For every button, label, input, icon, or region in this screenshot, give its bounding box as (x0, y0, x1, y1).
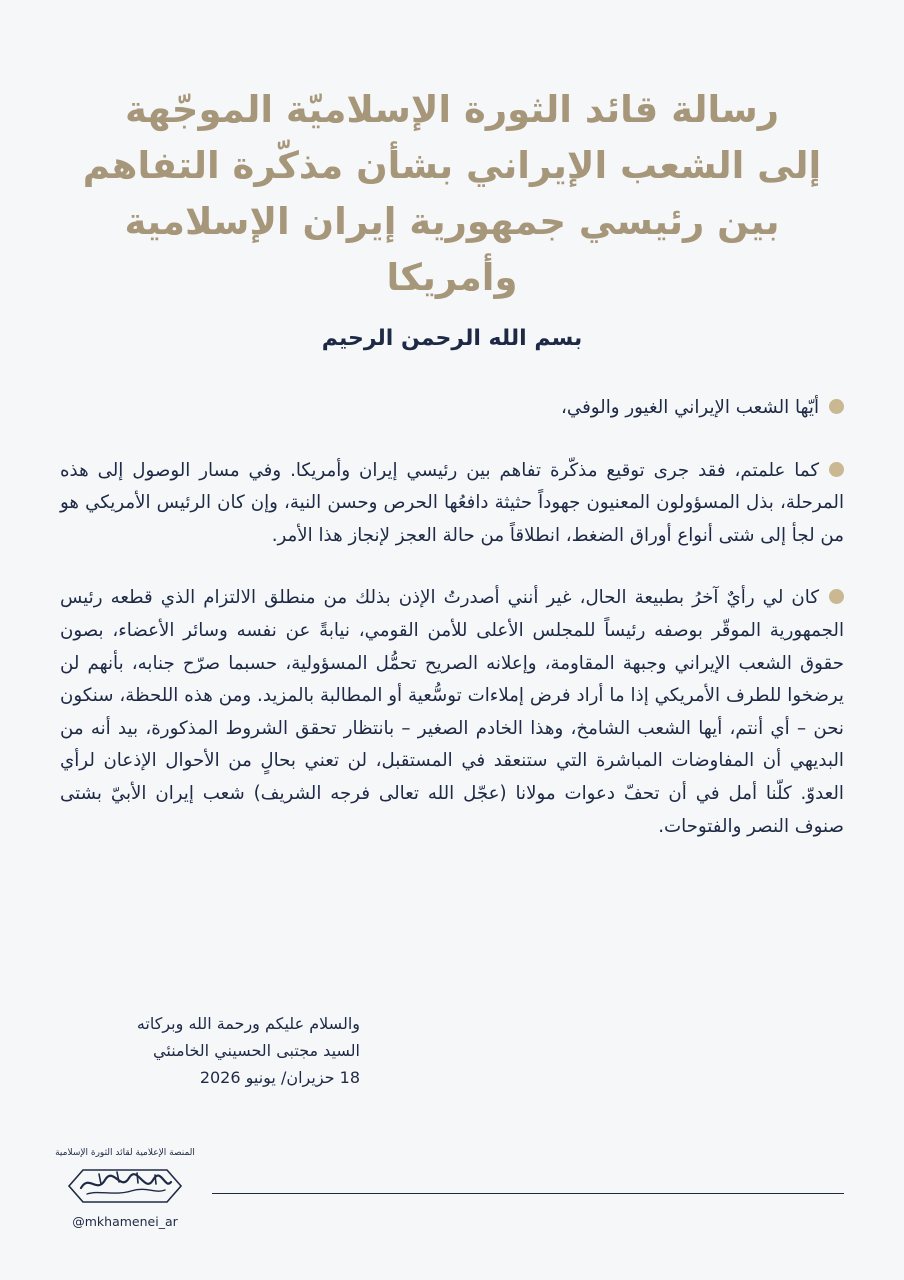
paragraph-memorandum (60, 455, 844, 553)
paragraph-text: كما علمتم، فقد جرى توقيع مذكّرة تفاهم بين رئيسي إيران وأمريكا. وفي مسار الوصول إلى هذه المرحلة، بذل المسؤولون المعنيون جهوداً حثيثة دافعُها الحرص وحسن النية، وإن كان الرئيس الأمريكي هو من لجأ إلى شتى أنواع أوراق الضغط، انطلاقاً من حالة العجز لإنجاز هذا الأمر. (60, 459, 844, 546)
footer-divider (212, 1193, 844, 1194)
title-line-1: رسالة قائد الثورة الإسلاميّة الموجّهة (124, 88, 780, 131)
bullet-icon (829, 589, 844, 604)
bullet-icon (829, 462, 844, 477)
bullet-icon (829, 399, 844, 414)
paragraph-text: كان لي رأيٌ آخرُ بطبيعة الحال، غير أنني أصدرتُ الإذن بذلك من منطلق الالتزام الذي قطعه رئيس الجمهورية الموقّر بوصفه رئيساً للمجلس الأعلى للأمن القومي، نيابةً عن نفسه وسائر الأعضاء، بصون حقوق الشعب الإيراني وجبهة المقاومة، وإعلانه الصريح تحمُّل المسؤولية، حسبما صرّح جنابه، بأنهم لن يرضخوا للطرف الأمريكي إذا ما أراد فرض إملاءات توسُّعية أو المطالبة بالمزيد. ومن هذه اللحظة، سنكون نحن – أي أنتم، أيها الشعب الشامخ، وهذا الخادم الصغير – بانتظار تحقق الشروط المذكورة، بيد أنه من البديهي أن المفاوضات المباشرة التي ستنعقد في المستقبل، لن تعني بحالٍ من الأحوال الإذعان لرأي العدوّ. كلّنا أمل في أن تحفّ دعوات مولانا (عجّل الله تعالى فرجه الشريف) شعب إيران الأبيّ بشتى صنوف النصر والفتوحات. (60, 587, 844, 837)
title-line-2: إلى الشعب الإيراني بشأن مذكّرة التفاهم (82, 144, 822, 187)
paragraph-opinion (60, 582, 844, 843)
closing-date: 18 حزيران/ يونيو 2026 (199, 1068, 360, 1087)
closing-salutation: والسلام عليكم ورحمة الله وبركاته (136, 1014, 360, 1033)
letter-title (60, 82, 844, 306)
title-line-3: بين رئيسي جمهورية إيران الإسلامية وأمريكا (124, 200, 780, 299)
basmala: بسم الله الرحمن الرحيم (321, 326, 583, 351)
paragraph-text: أيّها الشعب الإيراني الغيور والوفي، (561, 397, 819, 418)
letter-body (60, 392, 844, 873)
paragraph-greeting (60, 392, 844, 425)
media-logo (54, 1148, 196, 1248)
closing-signatory: السيد مجتبى الحسيني الخامنئي (153, 1041, 360, 1060)
logo-caption: المنصة الإعلامية لقائد الثورة الإسلامية (55, 1148, 195, 1158)
social-handle: @mkhamenei_ar (72, 1214, 178, 1229)
closing-block (60, 1010, 360, 1091)
signature-logo-icon (59, 1160, 191, 1212)
